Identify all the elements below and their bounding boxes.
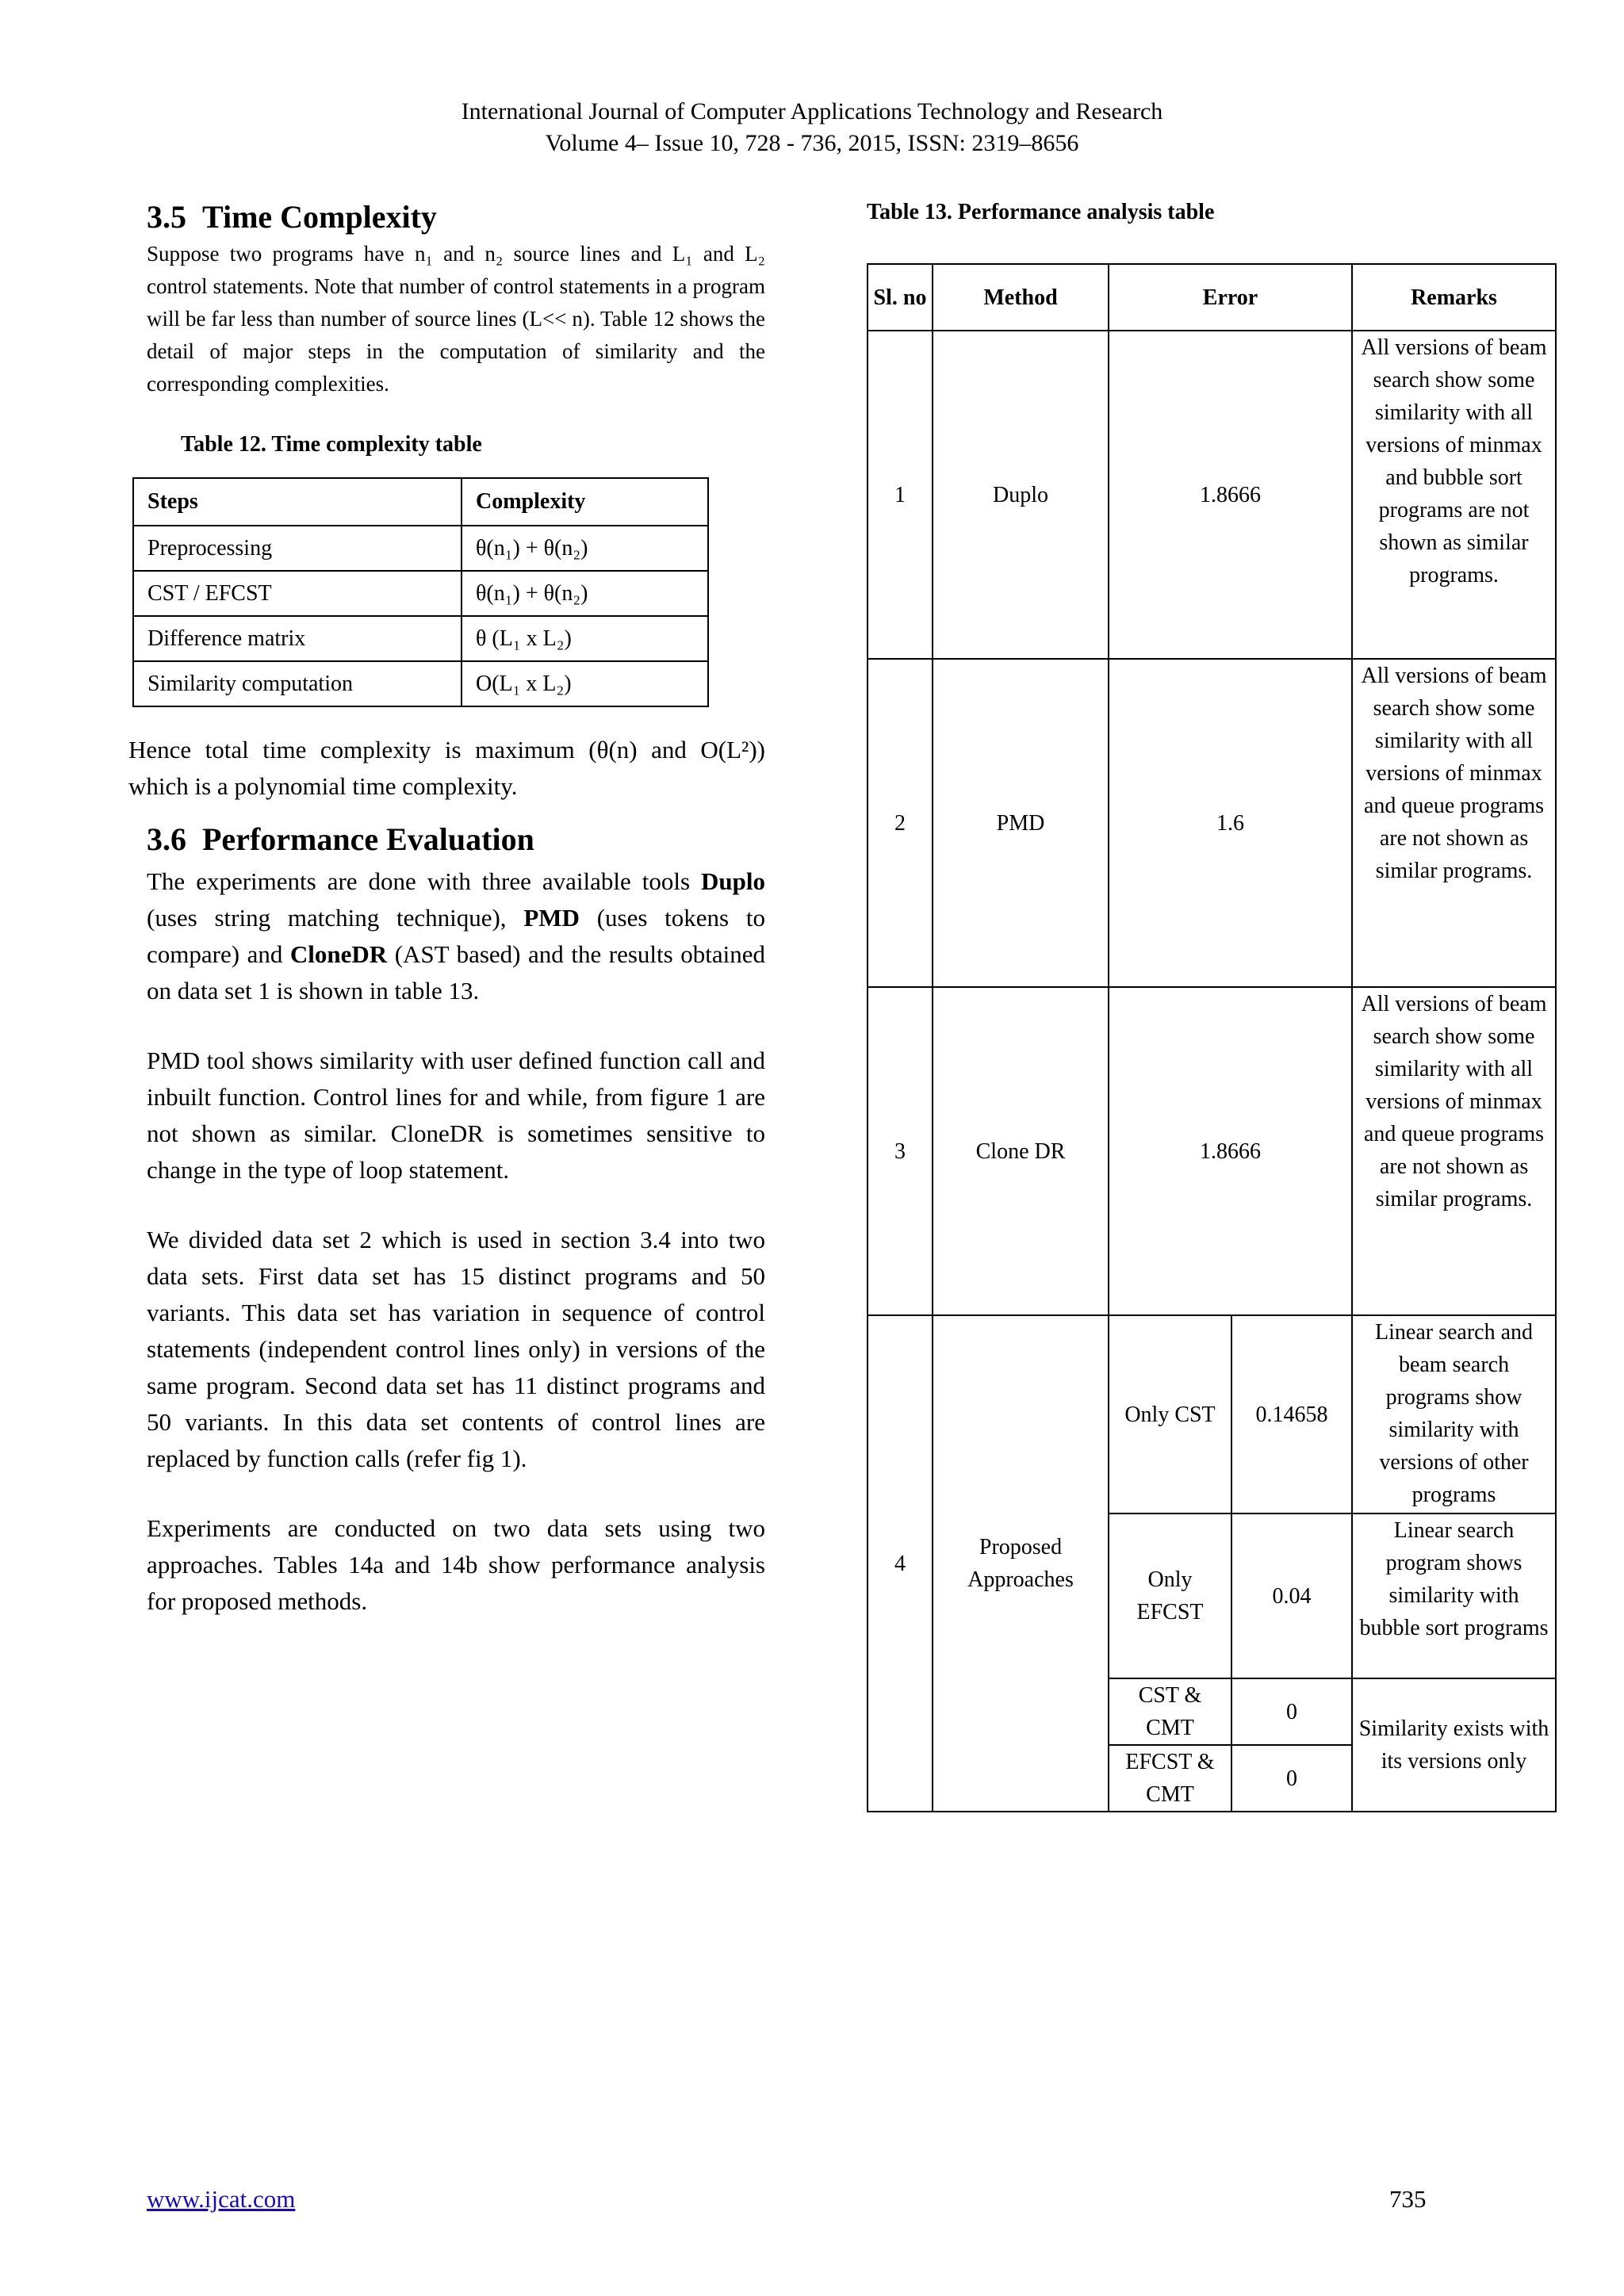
time-complexity-paragraph: Suppose two programs have n₁ and n₂ source lines and L₁ and L₂ control statements. Note that number of control statements in a program will be far less than number of source lines (L<< n). Table 12 shows the detail of major steps in the computation of similarity and the corresponding complexities. <box>147 242 765 396</box>
page-number: 735 <box>1389 2185 1427 2213</box>
table-cell: 1 <box>868 331 933 659</box>
header-cell: Complexity <box>462 478 708 526</box>
section-time-complexity <box>147 198 765 400</box>
table-row <box>133 616 708 661</box>
table-cell: θ(n₁) + θ(n₂) <box>462 571 708 616</box>
table-cell: Similarity computation <box>133 661 462 706</box>
table-cell: 0.04 <box>1231 1513 1352 1678</box>
table-cell: Difference matrix <box>133 616 462 661</box>
table-row <box>133 526 708 571</box>
table-cell: Linear search program shows similarity with bubble sort programs <box>1352 1513 1556 1678</box>
table-cell: O(L₁ x L₂) <box>462 661 708 706</box>
table13-caption: Table 13. Performance analysis table <box>867 200 1215 224</box>
tool-name-clonedr: CloneDR <box>289 940 388 968</box>
table-cell: Clone DR <box>933 987 1109 1315</box>
table-cell: All versions of beam search show some similarity with all versions of minmax and queue programs are not shown as similar programs. <box>1352 659 1556 987</box>
tool-name-pmd: PMD <box>523 904 580 932</box>
table-cell: CST & CMT <box>1109 1678 1231 1745</box>
journal-website-link[interactable]: www.ijcat.com <box>147 2185 296 2213</box>
table-cell: 4 <box>868 1315 933 1812</box>
performance-analysis-table <box>867 263 1557 1812</box>
time-complexity-table <box>132 477 709 707</box>
table-cell: 0 <box>1231 1678 1352 1745</box>
journal-volume: Volume 4– Issue 10, 728 - 736, 2015, ISSN: 2319–8656 <box>545 130 1079 156</box>
table-cell: 3 <box>868 987 933 1315</box>
table-row <box>868 987 1556 1315</box>
section-number: 3.6 <box>147 821 186 857</box>
data-sets-paragraph: We divided data set 2 which is used in section 3.4 into two data sets. First data set has 15 distinct programs and 50 variants. This data set has variation in sequence of control statements (independent control lines only) in versions of the same program. Second data set has 11 distinct programs and 50 variants. In this data set contents of control lines are replaced by function calls (refer fig 1). <box>147 1226 765 1472</box>
table-cell: θ (L₁ x L₂) <box>462 616 708 661</box>
tool-name-duplo: Duplo <box>701 867 765 895</box>
table-cell: Duplo <box>933 331 1109 659</box>
header-cell-remarks: Remarks <box>1352 264 1556 331</box>
table-header-row <box>133 478 708 526</box>
table-cell: Only EFCST <box>1109 1513 1231 1678</box>
experiments-paragraph: The experiments are done with three available tools Duplo (uses string matching technique), PMD (uses tokens to compare) and CloneDR (AST based) and the results obtained on data set 1 is shown in table 13. <box>147 867 766 1004</box>
table-cell: CST / EFCST <box>133 571 462 616</box>
section-heading-3-6 <box>147 821 765 859</box>
section-title: Performance Evaluation <box>202 821 534 857</box>
table-cell: θ(n₁) + θ(n₂) <box>462 526 708 571</box>
table-row <box>868 331 1556 659</box>
header-cell: Steps <box>133 478 462 526</box>
table-cell: Only CST <box>1109 1315 1231 1513</box>
table-cell: All versions of beam search show some similarity with all versions of minmax and queue programs are not shown as similar programs. <box>1352 987 1556 1315</box>
table-row <box>133 661 708 706</box>
section-number: 3.5 <box>147 199 186 235</box>
table-row <box>868 1315 1556 1513</box>
table-cell: PMD <box>933 659 1109 987</box>
section-title: Time Complexity <box>202 199 437 235</box>
table-cell: All versions of beam search show some similarity with all versions of minmax and bubble sort programs are not shown as similar programs. <box>1352 331 1556 659</box>
table-cell: 2 <box>868 659 933 987</box>
total-complexity-paragraph: Hence total time complexity is maximum (θ(n) and O(L²)) which is a polynomial time complexity. <box>128 736 765 800</box>
table-cell: Proposed Approaches <box>933 1315 1109 1812</box>
table-cell: 1.8666 <box>1109 987 1352 1315</box>
table-header-row <box>868 264 1556 331</box>
journal-title: International Journal of Computer Applications Technology and Research <box>461 98 1163 124</box>
approaches-paragraph: Experiments are conducted on two data sets using two approaches. Tables 14a and 14b show performance analysis for proposed methods. <box>147 1514 765 1615</box>
table-cell: 0 <box>1231 1745 1352 1812</box>
table-cell: Similarity exists with its versions only <box>1352 1678 1556 1812</box>
pmd-paragraph: PMD tool shows similarity with user defined function call and inbuilt function. Control lines for and while, from figure 1 are not shown as similar. CloneDR is sometimes sensitive to change in the type of loop statement. <box>147 1047 765 1184</box>
table-cell: 1.6 <box>1109 659 1352 987</box>
table-row <box>868 659 1556 987</box>
section-performance-evaluation <box>147 821 765 1620</box>
header-cell-error: Error <box>1109 264 1352 331</box>
table-cell: Preprocessing <box>133 526 462 571</box>
section-heading-3-5 <box>147 198 765 236</box>
table-cell: Linear search and beam search programs show similarity with versions of other programs <box>1352 1315 1556 1513</box>
header-cell-method: Method <box>933 264 1109 331</box>
table-cell: EFCST & CMT <box>1109 1745 1231 1812</box>
table-row <box>133 571 708 616</box>
header-cell-slno: Sl. no <box>868 264 933 331</box>
table-cell: 0.14658 <box>1231 1315 1352 1513</box>
table12-caption: Table 12. Time complexity table <box>181 432 482 457</box>
table-cell: 1.8666 <box>1109 331 1352 659</box>
